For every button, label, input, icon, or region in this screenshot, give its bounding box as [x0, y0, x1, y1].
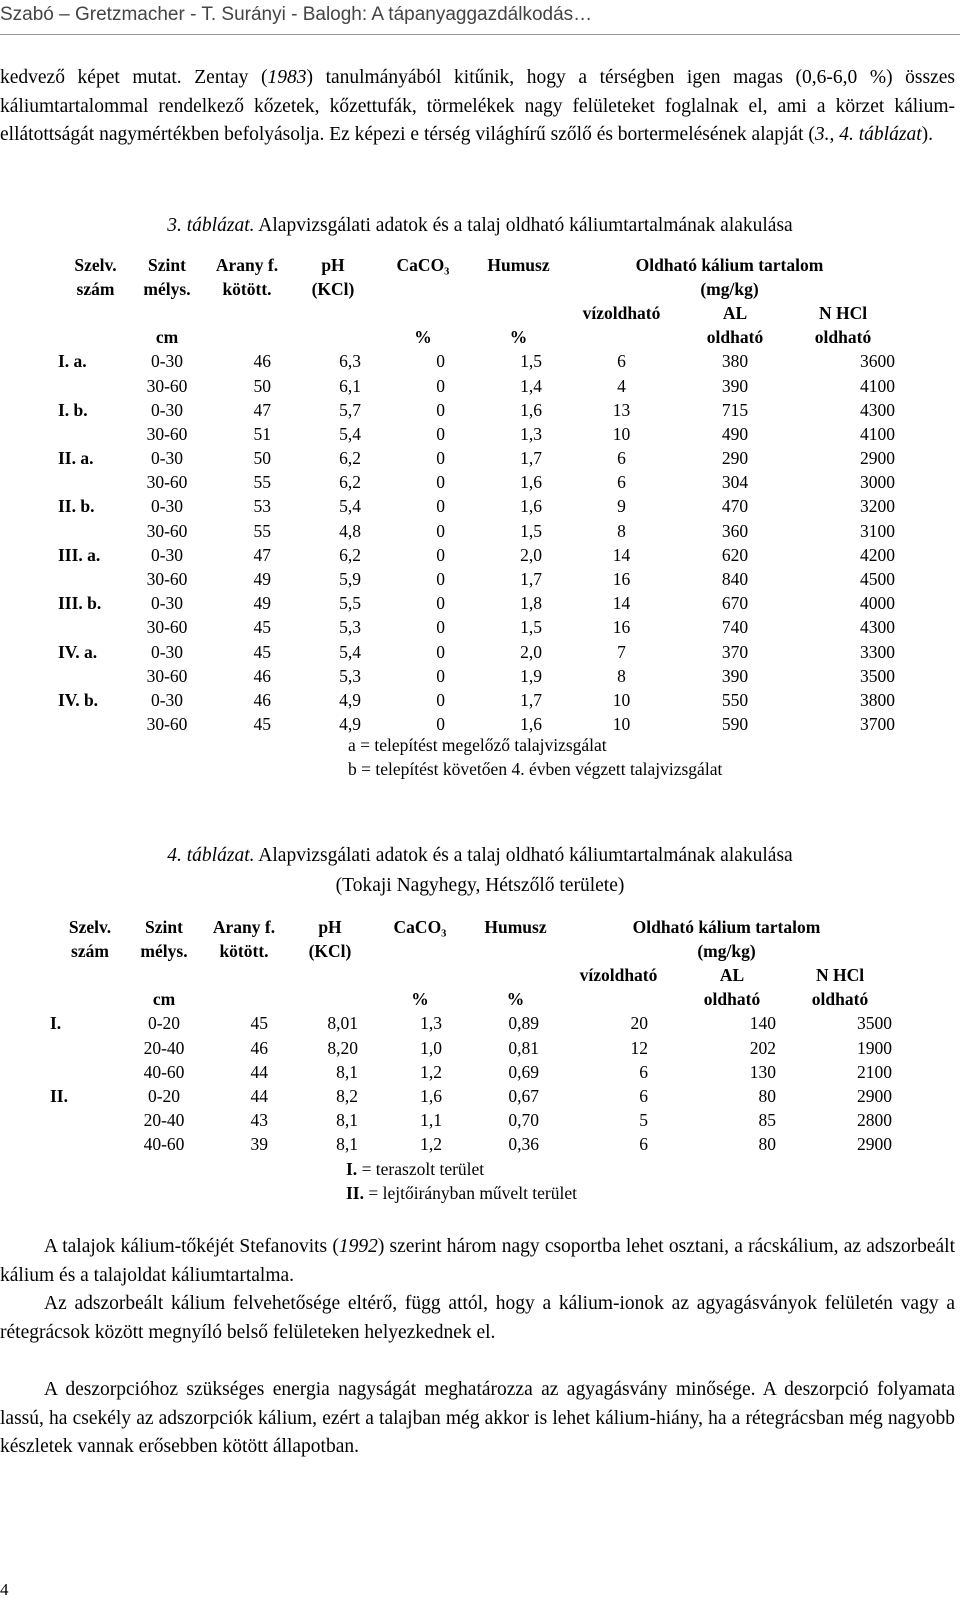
table-cell: 0 [436, 423, 445, 444]
table-cell: 40-60 [143, 1134, 185, 1155]
col-viz: vízoldható [579, 964, 658, 985]
unit-oldhato-nhcl: oldható [814, 327, 872, 348]
text-run: kedvező képet mutat. Zentay ( [0, 67, 268, 88]
table-cell: 715 [721, 399, 749, 420]
table-cell: 1,6 [520, 399, 542, 420]
table-cell: 1,6 [520, 496, 542, 517]
table-cell: 3800 [860, 689, 895, 710]
table-cell: 6 [639, 1061, 648, 1082]
col-szint: Szint [148, 254, 186, 275]
table-cell: 20-40 [143, 1110, 185, 1131]
table-cell: 4300 [860, 399, 895, 420]
table-cell: III. b. [58, 593, 102, 614]
note-text: = lejtőirányban művelt terület [364, 1183, 577, 1203]
table-cell: 0,89 [508, 1013, 539, 1034]
table-row [58, 616, 895, 640]
table-row [50, 1133, 892, 1157]
text-run: ) szerint három nagy csoportba lehet osztani, a rácskálium, az adszorbeált kálium és a talajoldat káliumtartalma. [0, 1236, 956, 1286]
table-cell: 8,20 [327, 1037, 358, 1058]
table-cell [58, 664, 133, 688]
table4-caption [0, 842, 960, 870]
table-cell: 0 [436, 375, 445, 396]
table-cell: 5,4 [339, 496, 361, 517]
table-cell: 3700 [860, 714, 895, 735]
body-paragraph-3 [0, 1376, 955, 1462]
table-row [58, 422, 895, 446]
table-cell: 10 [612, 689, 631, 710]
table-cell: 2800 [857, 1110, 892, 1131]
table-cell [50, 1060, 130, 1084]
table-cell: 0,70 [508, 1110, 539, 1131]
note-key: I. [346, 1159, 358, 1179]
text-run: ) tanulmányából kitűnik, hogy a térségben igen magas (0,6-6,0 %) összes káliumtartalommal rendelkező kőzetek, kőzettufák, törmelékek nagy felületeket foglalnak el, ami a körzet kálium-ellátottságát nagymértékben befolyásolja. Ez képezi e térség világhírű szőlő és bortermelésének alapját ( [0, 67, 955, 145]
table-row [50, 1012, 892, 1036]
table-cell: 0 [436, 448, 445, 469]
table-cell: 290 [721, 448, 749, 469]
table-cell [50, 1133, 130, 1157]
col-ph: pH [321, 254, 345, 275]
table-cell: 0 [436, 714, 445, 735]
col-al: AL [719, 964, 745, 985]
table-cell: 390 [721, 665, 749, 686]
table-cell: 0 [436, 593, 445, 614]
table3-note-a: a = telepítést megelőző talajvizsgálat [348, 735, 607, 755]
table-cell: 5,3 [339, 665, 361, 686]
table-row [58, 688, 895, 712]
table-cell: 9 [617, 496, 626, 517]
table-cell: 45 [253, 641, 271, 662]
table4-note-terraced [346, 1157, 484, 1181]
table-cell: 4100 [860, 375, 895, 396]
table-cell: I. [50, 1013, 62, 1034]
table-cell: IV. a. [58, 641, 98, 662]
table-row [50, 1109, 892, 1133]
table-row [50, 1084, 892, 1108]
table-cell [58, 519, 133, 543]
unit-cm: cm [152, 989, 176, 1010]
col-arany: Arany f. [215, 254, 279, 275]
col-melys: mélys. [143, 278, 191, 299]
col-kotott: kötött. [222, 278, 272, 299]
text-run: , [829, 124, 840, 145]
table-cell: 6 [639, 1085, 648, 1106]
text-run: A deszorpcióhoz szükséges energia nagyságát meghatározza az agyagásvány minősége. A deszorpció folyamata lassú, ha csekély az adszorpciók kálium, ezért a talajban még akkor is lehet kálium-hiány, ha a rétegrácsban még nagyobb készletek vannak erősebben kötött állapotban. [0, 1379, 955, 1457]
table-cell: 0 [436, 689, 445, 710]
table-cell: 8,1 [336, 1134, 358, 1155]
col-szint: Szint [145, 916, 183, 937]
body-paragraph-1 [0, 1233, 955, 1290]
table-cell: 0,81 [508, 1037, 539, 1058]
table-row [58, 592, 895, 616]
table-cell: 12 [630, 1037, 648, 1058]
text-run: 1992 [338, 1236, 378, 1257]
table-cell: 370 [721, 641, 749, 662]
col-kcl: (KCl) [308, 940, 352, 961]
table-cell: 8,01 [327, 1013, 358, 1034]
table-cell: 53 [253, 496, 271, 517]
col-oldhato: Oldható kálium tartalom [635, 254, 824, 275]
table-cell: 670 [721, 593, 749, 614]
table-cell: 8 [617, 520, 626, 541]
table-cell: 5,9 [339, 569, 361, 590]
table-cell: 550 [721, 689, 749, 710]
col-caco3: CaCO₃ [396, 254, 450, 275]
table-row [58, 495, 895, 519]
table-cell: 5,4 [339, 641, 361, 662]
table-cell: 390 [721, 375, 749, 396]
table-cell: 5,4 [339, 423, 361, 444]
table-cell: 6 [639, 1134, 648, 1155]
table-cell: 3200 [860, 496, 895, 517]
col-szam: szám [76, 278, 115, 299]
table-cell: 1,9 [520, 665, 542, 686]
table-cell: 4000 [860, 593, 895, 614]
running-header: Szabó – Gretzmacher - T. Surányi - Balogh: A tápanyaggazdálkodás… [0, 4, 593, 25]
table-cell: 6,2 [339, 544, 361, 565]
body-paragraph-2 [0, 1290, 955, 1347]
table-cell: 49 [253, 593, 271, 614]
table-cell: 0,36 [508, 1134, 539, 1155]
text-run: 1983 [267, 67, 307, 88]
table-cell [50, 1036, 130, 1060]
table-row [58, 374, 895, 398]
table-cell: 10 [612, 423, 631, 444]
unit-pct-humusz: % [509, 327, 528, 348]
table-cell: 0-30 [150, 399, 184, 420]
col-oldhato: Oldható kálium tartalom [632, 916, 821, 937]
table-cell: 5,3 [339, 617, 361, 638]
col-kcl: (KCl) [311, 278, 355, 299]
table-cell: 8 [617, 665, 626, 686]
table-cell: 14 [612, 593, 631, 614]
table-cell: 16 [612, 617, 631, 638]
table-cell: 6,3 [339, 351, 361, 372]
intro-paragraph [0, 64, 955, 150]
table-cell: 2100 [857, 1061, 892, 1082]
header-rule [0, 34, 960, 35]
table-cell: 360 [721, 520, 749, 541]
table-cell: 0-30 [150, 448, 184, 469]
table-cell: 3000 [860, 472, 895, 493]
table-row [58, 519, 895, 543]
table-cell: 3500 [860, 665, 895, 686]
table-cell: 0,67 [508, 1085, 539, 1106]
table-cell: 5,7 [339, 399, 361, 420]
table-cell: 0-30 [150, 544, 184, 565]
col-humusz: Humusz [487, 254, 550, 275]
table-cell: 47 [253, 544, 271, 565]
table4-note-slope [346, 1181, 577, 1205]
col-szelv: Szelv. [74, 254, 117, 275]
table-cell: 30-60 [146, 375, 188, 396]
col-melys: mélys. [140, 940, 188, 961]
table-cell: 4300 [860, 617, 895, 638]
table-cell [58, 616, 133, 640]
table-cell: 1,6 [520, 714, 542, 735]
table-cell: 4 [617, 375, 626, 396]
table-cell: 13 [612, 399, 631, 420]
table-cell: 39 [250, 1134, 268, 1155]
table-cell: 4,9 [339, 714, 361, 735]
table-cell: 1,6 [420, 1085, 442, 1106]
table-cell: 4,8 [339, 520, 361, 541]
table-cell: 4100 [860, 423, 895, 444]
table-cell: 0 [436, 665, 445, 686]
col-humusz: Humusz [484, 916, 547, 937]
table-cell: 2900 [860, 448, 895, 469]
table-cell: 30-60 [146, 520, 188, 541]
table-cell: II. a. [58, 448, 94, 469]
col-al: AL [722, 302, 748, 323]
table-cell: 1,7 [520, 569, 542, 590]
table-cell: 44 [250, 1061, 268, 1082]
table-cell: 202 [749, 1037, 776, 1058]
table-cell: 46 [253, 351, 271, 372]
table-cell: 3600 [860, 351, 895, 372]
table-cell: III. a. [58, 544, 101, 565]
table-cell: 0-30 [150, 689, 184, 710]
table-cell: 51 [253, 423, 271, 444]
table3-caption [0, 212, 960, 240]
table-cell: 8,2 [336, 1085, 358, 1106]
unit-pct-humusz: % [506, 989, 525, 1010]
table-cell: 1,1 [420, 1110, 442, 1131]
note-text: = teraszolt terület [357, 1159, 485, 1179]
table-cell: 6,1 [339, 375, 361, 396]
table3-title: Alapvizsgálati adatok és a talaj oldható káliumtartalmának alakulása [254, 215, 793, 236]
table-cell: 10 [612, 714, 631, 735]
table4-title: Alapvizsgálati adatok és a talaj oldható káliumtartalmának alakulása [254, 845, 793, 866]
unit-pct-caco3: % [411, 989, 429, 1010]
table-cell: 1,3 [420, 1013, 442, 1034]
table-cell: 5,5 [339, 593, 361, 614]
text-run: A talajok kálium-tőkéjét Stefanovits ( [44, 1236, 339, 1257]
table-cell: 0 [436, 472, 445, 493]
table-cell: 1,6 [520, 472, 542, 493]
col-szelv: Szelv. [68, 916, 112, 937]
table-cell: 620 [721, 544, 749, 565]
table-cell: 0-20 [147, 1013, 181, 1034]
table-cell: 46 [253, 665, 271, 686]
table-cell: 50 [253, 375, 271, 396]
table3-label: 3. táblázat. [167, 215, 255, 236]
table-row [58, 447, 895, 471]
table3 [58, 253, 895, 737]
table-cell [58, 471, 133, 495]
table-cell: 1900 [857, 1037, 892, 1058]
unit-oldhato-al: oldható [706, 327, 764, 348]
table-cell: 49 [253, 569, 271, 590]
table-cell: 20 [630, 1013, 648, 1034]
table-cell: 16 [612, 569, 631, 590]
table-cell: 0,69 [508, 1061, 539, 1082]
col-ph: pH [318, 916, 342, 937]
table-cell: 3500 [857, 1013, 892, 1034]
table-cell: 1,2 [420, 1134, 442, 1155]
note-key: II. [346, 1183, 364, 1203]
table-cell: 80 [758, 1134, 776, 1155]
table-cell: 0-30 [150, 351, 184, 372]
table-cell: 1,5 [520, 617, 542, 638]
table-row [58, 471, 895, 495]
table-cell: 30-60 [146, 617, 188, 638]
table-cell: 2,0 [520, 641, 542, 662]
table-cell [58, 422, 133, 446]
table-cell: 55 [253, 520, 271, 541]
table-cell: IV. b. [58, 689, 99, 710]
table-cell: 47 [253, 399, 271, 420]
table-cell: 0 [436, 351, 445, 372]
table-cell: 0 [436, 496, 445, 517]
table-cell: 3300 [860, 641, 895, 662]
table-cell: 4,9 [339, 689, 361, 710]
table-cell: 2,0 [520, 544, 542, 565]
table-cell: 380 [721, 351, 749, 372]
table-cell: 85 [758, 1110, 776, 1131]
col-nhcl: N HCl [815, 964, 865, 985]
table-cell: 1,2 [420, 1061, 442, 1082]
unit-oldhato-al: oldható [703, 989, 761, 1010]
table-cell: 5 [639, 1110, 648, 1131]
col-viz: vízoldható [582, 302, 661, 323]
table-cell: 80 [758, 1085, 776, 1106]
table-cell: 0 [436, 569, 445, 590]
table-cell: 0 [436, 520, 445, 541]
table-row [58, 350, 895, 374]
table-cell: 1,7 [520, 448, 542, 469]
table-cell: 30-60 [146, 665, 188, 686]
table-cell: 130 [749, 1061, 776, 1082]
table-cell: 590 [721, 714, 749, 735]
table-cell: 0 [436, 617, 445, 638]
table-cell: 0 [436, 641, 445, 662]
table-cell: II. b. [58, 496, 95, 517]
unit-oldhato-nhcl: oldható [811, 989, 869, 1010]
page-number: 4 [0, 1580, 9, 1599]
table-cell: 740 [721, 617, 749, 638]
table-row [58, 567, 895, 591]
table-cell: 140 [749, 1013, 776, 1034]
table-cell: 1,3 [520, 423, 542, 444]
text-run: 4. táblázat [839, 124, 922, 145]
table-cell: 6 [617, 351, 626, 372]
table-cell: 7 [617, 641, 626, 662]
table-cell: 6,2 [339, 472, 361, 493]
table-cell: 6,2 [339, 448, 361, 469]
table-cell: 50 [253, 448, 271, 469]
table-cell [50, 1109, 130, 1133]
table-cell: I. b. [58, 399, 88, 420]
table-row [50, 1036, 892, 1060]
table-row [58, 664, 895, 688]
table-cell: 1,0 [420, 1037, 442, 1058]
table-row [58, 398, 895, 422]
table-row [50, 1060, 892, 1084]
table-cell: 470 [721, 496, 749, 517]
table-cell [58, 374, 133, 398]
table-cell: 40-60 [143, 1061, 185, 1082]
table-cell: 1,4 [520, 375, 542, 396]
table-cell: 490 [721, 423, 749, 444]
text-run: ). [921, 124, 933, 145]
table-row [58, 640, 895, 664]
table-cell: 304 [721, 472, 749, 493]
table-cell: 1,5 [520, 351, 542, 372]
table-cell: 55 [253, 472, 271, 493]
table-cell: 20-40 [143, 1037, 185, 1058]
table-cell: 43 [250, 1110, 268, 1131]
table3-note-b: b = telepítést követően 4. évben végzett talajvizsgálat [348, 759, 723, 779]
table-cell: I. a. [58, 351, 87, 372]
table-cell: 45 [253, 714, 271, 735]
table-cell: II. [50, 1085, 68, 1106]
table-cell: 6 [617, 448, 626, 469]
col-szam: szám [71, 940, 109, 961]
table-cell: 30-60 [146, 569, 188, 590]
table-cell [58, 713, 133, 737]
table-row [58, 543, 895, 567]
table-cell: 45 [253, 617, 271, 638]
table-cell: 0 [436, 399, 445, 420]
table-cell: 1,5 [520, 520, 542, 541]
table-cell: 4200 [860, 544, 895, 565]
unit-pct-caco3: % [414, 327, 432, 348]
table-cell: 840 [721, 569, 749, 590]
table-cell: 6 [617, 472, 626, 493]
table-cell: 0 [436, 544, 445, 565]
table-cell: 0-30 [150, 641, 184, 662]
table-cell: 0-30 [150, 496, 184, 517]
col-mgkg: (mg/kg) [700, 278, 759, 299]
table-cell: 1,8 [520, 593, 542, 614]
table4 [50, 915, 892, 1157]
col-arany: Arany f. [212, 916, 276, 937]
col-kotott: kötött. [219, 940, 269, 961]
table4-label: 4. táblázat. [167, 845, 255, 866]
unit-cm: cm [155, 327, 179, 348]
col-mgkg: (mg/kg) [697, 940, 756, 961]
text-run: 3. [814, 124, 830, 145]
table-cell: 46 [250, 1037, 268, 1058]
table-cell: 0-20 [147, 1085, 181, 1106]
table-cell: 1,7 [520, 689, 542, 710]
table-cell: 44 [250, 1085, 268, 1106]
table-cell: 30-60 [146, 472, 188, 493]
col-caco3: CaCO₃ [393, 916, 447, 937]
table-cell: 46 [253, 689, 271, 710]
table-cell: 4500 [860, 569, 895, 590]
table-cell: 0-30 [150, 593, 184, 614]
table-cell: 3100 [860, 520, 895, 541]
text-run: Az adszorbeált kálium felvehetősége eltérő, függ attól, hogy a kálium-ionok az agyagásványok felületén vagy a rétegrácsok között megnyíló belső felületeken helyezkednek el. [0, 1293, 955, 1343]
table-cell: 30-60 [146, 714, 188, 735]
table-cell: 8,1 [336, 1110, 358, 1131]
table4-subtitle: (Tokaji Nagyhegy, Hétszőlő területe) [335, 875, 625, 896]
table-cell: 2900 [857, 1085, 892, 1106]
table-cell: 30-60 [146, 423, 188, 444]
table-cell [58, 567, 133, 591]
col-nhcl: N HCl [818, 302, 868, 323]
table-cell: 2900 [857, 1134, 892, 1155]
table-cell: 45 [250, 1013, 268, 1034]
table-cell: 14 [612, 544, 631, 565]
table-cell: 8,1 [336, 1061, 358, 1082]
